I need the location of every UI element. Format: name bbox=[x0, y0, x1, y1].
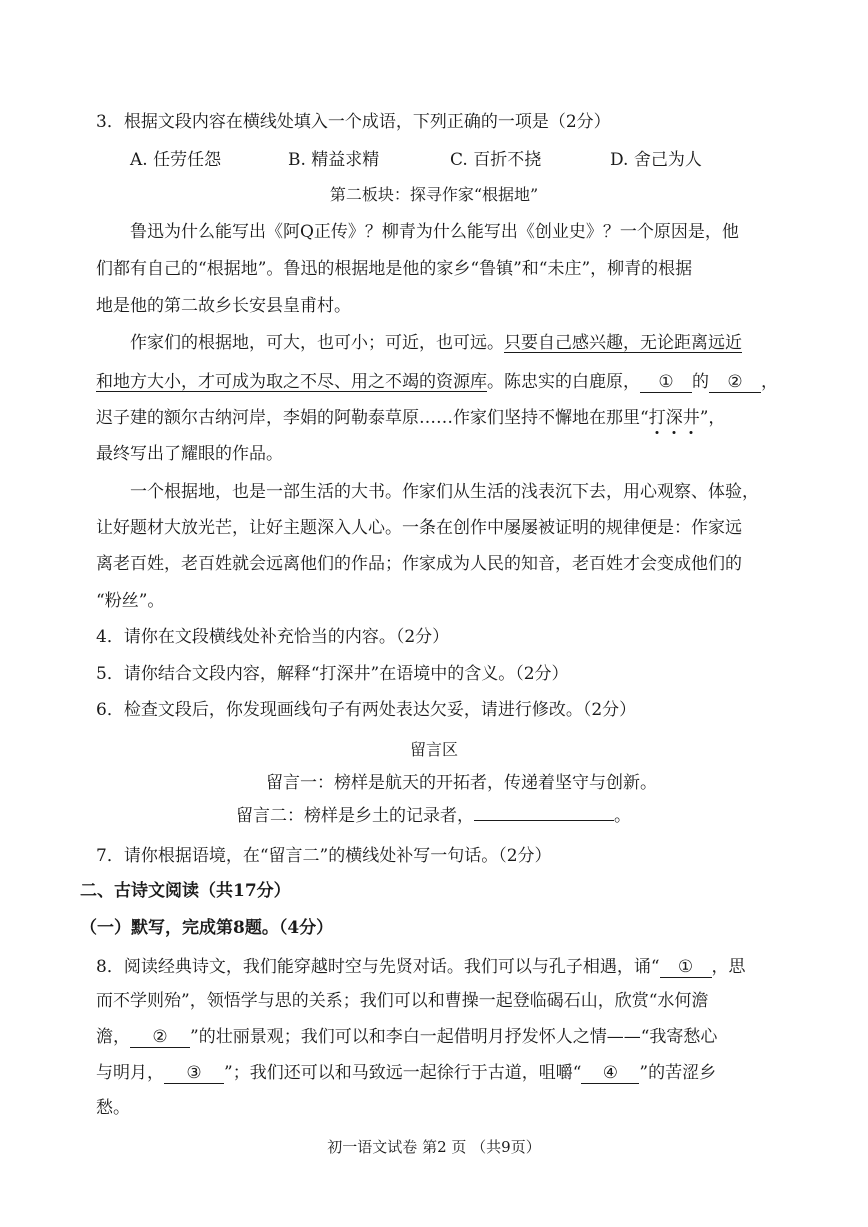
question-8-line bbox=[96, 1028, 717, 1048]
paragraph-line bbox=[96, 410, 725, 427]
message-one: 留言一：榜样是航天的开拓者，传递着坚守与创新。 bbox=[266, 773, 657, 793]
emphasis-char: 打 bbox=[648, 408, 666, 428]
message-two bbox=[236, 808, 631, 825]
paragraph-line: 让好题材大放光芒，让好主题深入人心。一条在创作中屡屡被证明的规律便是：作家远 bbox=[96, 518, 742, 538]
text-segment: 迟子建的额尔古纳河岸，李娟的阿勒泰草原……作家们坚持不懈地在那里“ bbox=[96, 408, 649, 428]
paragraph-line: 离老百姓，老百姓就会远离他们的作品；作家成为人民的知音，老百姓才会变成他们的 bbox=[96, 554, 742, 574]
option-d: D. 舍己为人 bbox=[610, 150, 702, 170]
dictation-blank-1[interactable]: ① bbox=[660, 958, 712, 978]
text-segment: ”的壮丽景观；我们可以和李白一起借明月抒发怀人之情——“我寄愁心 bbox=[190, 1027, 718, 1047]
underlined-sentence: 和地方大小，才可成为取之不尽、用之不竭的资源库 bbox=[96, 372, 487, 392]
paragraph-line: 地是他的第二故乡长安县皇甫村。 bbox=[96, 296, 351, 316]
text-segment: 8．阅读经典诗文，我们能穿越时空与先贤对话。我们可以与孔子相遇，诵“ bbox=[96, 957, 660, 977]
text-segment: 作家们的根据地，可大，也可小；可近，也可远。 bbox=[130, 333, 504, 353]
question-8-line: 愁。 bbox=[96, 1098, 130, 1118]
text-segment: 澹， bbox=[96, 1027, 130, 1047]
dictation-blank-3[interactable]: ③ bbox=[164, 1064, 224, 1084]
paragraph-line: 们都有自己的“根据地”。鲁迅的根据地是他的家乡“鲁镇”和“未庄”，柳青的根据 bbox=[96, 259, 693, 279]
question-6: 6．检查文段后，你发现画线句子有两处表达欠妥，请进行修改。（2分） bbox=[96, 700, 637, 720]
question-7: 7．请你根据语境，在“留言二”的横线处补写一句话。（2分） bbox=[96, 846, 552, 866]
paragraph-line: 最终写出了耀眼的作品。 bbox=[96, 444, 283, 464]
question-8-line bbox=[96, 1064, 716, 1084]
text-segment: ”的苦涩乡 bbox=[639, 1063, 717, 1083]
text-segment: 留言二：榜样是乡土的记录者， bbox=[236, 806, 474, 826]
text-segment: 。陈忠实的白鹿原， bbox=[487, 372, 640, 392]
part-two-heading: 二、古诗文阅读（共17分） bbox=[80, 881, 291, 901]
dictation-blank-2[interactable]: ② bbox=[130, 1028, 190, 1048]
message-area-title: 留言区 bbox=[409, 740, 458, 759]
text-segment: ”， bbox=[699, 408, 726, 428]
paragraph-line: 一个根据地，也是一部生活的大书。作家们从生活的浅表沉下去，用心观察、体验， bbox=[130, 482, 759, 502]
option-c: C. 百折不挠 bbox=[450, 150, 542, 170]
text-segment: ，思 bbox=[711, 957, 746, 977]
paragraph-line bbox=[96, 373, 778, 393]
text-segment: 的 bbox=[692, 372, 709, 392]
question-8-line: 而不学则殆”，领悟学与思的关系；我们可以和曹操一起登临碣石山，欣赏“水何澹 bbox=[96, 991, 709, 1011]
paragraph-line bbox=[130, 335, 742, 352]
fill-blank-2[interactable]: ② bbox=[709, 373, 761, 393]
fill-blank-1[interactable]: ① bbox=[640, 373, 692, 393]
text-segment: ”；我们还可以和马致远一起徐行于古道，咀嚼“ bbox=[224, 1063, 582, 1083]
text-segment: ， bbox=[761, 372, 778, 392]
text-segment: 与明月， bbox=[96, 1063, 164, 1083]
paragraph-line: “粉丝”。 bbox=[96, 591, 165, 611]
option-b: B. 精益求精 bbox=[288, 150, 380, 170]
option-a: A. 任劳任怨 bbox=[130, 150, 222, 170]
question-4: 4．请你在文段横线处补充恰当的内容。（2分） bbox=[96, 627, 450, 647]
emphasis-char: 井 bbox=[682, 408, 700, 428]
question-3-stem: 3．根据文段内容在横线处填入一个成语，下列正确的一项是（2分） bbox=[96, 112, 611, 132]
message-two-blank[interactable] bbox=[474, 820, 614, 821]
sub-section-heading: （一）默写，完成第8题。（4分） bbox=[80, 918, 334, 938]
section-title: 第二板块：探寻作家“根据地” bbox=[329, 185, 539, 204]
question-5: 5．请你结合文段内容，解释“打深井”在语境中的含义。（2分） bbox=[96, 664, 569, 684]
question-8-line bbox=[96, 958, 746, 978]
text-segment: 。 bbox=[614, 806, 631, 826]
page-footer: 初一语文试卷 第2 页 （共9页） bbox=[327, 1138, 541, 1156]
dictation-blank-4[interactable]: ④ bbox=[581, 1064, 639, 1084]
emphasis-char: 深 bbox=[665, 408, 683, 428]
underlined-sentence: 只要自己感兴趣，无论距离远近 bbox=[504, 333, 742, 353]
paragraph-line: 鲁迅为什么能写出《阿Q正传》？柳青为什么能写出《创业史》？一个原因是，他 bbox=[130, 222, 739, 242]
